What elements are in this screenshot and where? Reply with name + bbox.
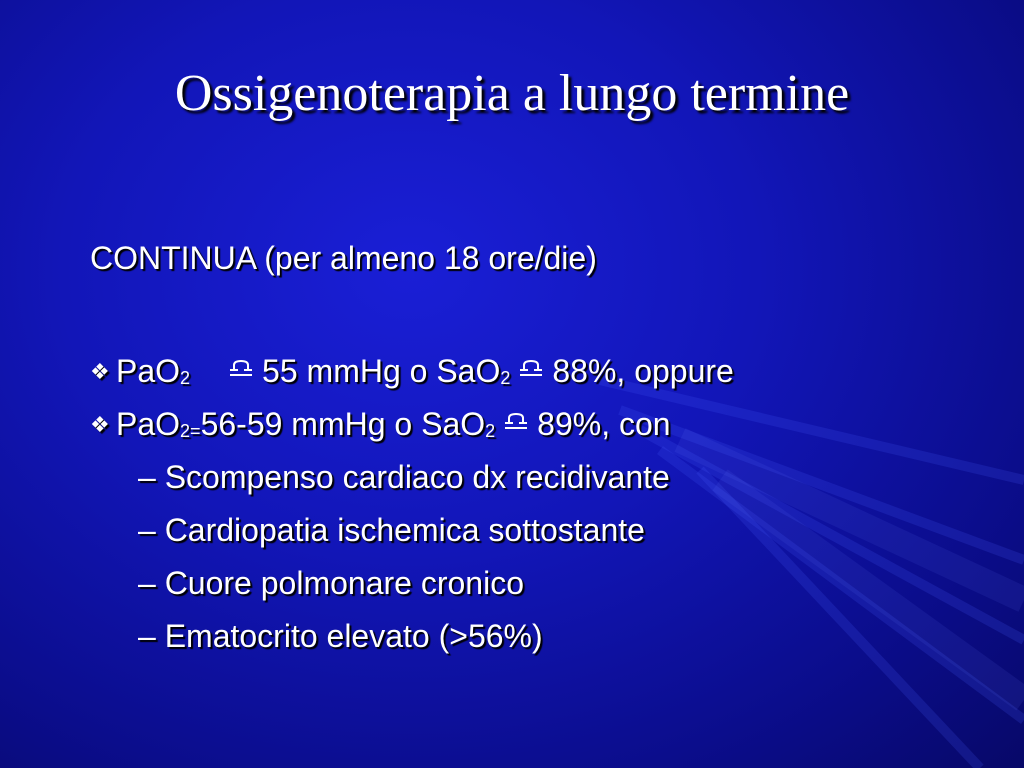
sao-subscript: 2 [485,421,496,441]
condition-item: – Ematocrito elevato (>56%) [138,618,543,654]
less-equal-icon [520,360,542,376]
condition-item: – Cardiopatia ischemica sottostante [138,512,645,548]
pao-value: 55 mmHg o SaO [262,353,501,389]
pao-label: PaO [116,406,181,442]
criterion-2 [90,400,990,453]
pao-value: 56-59 mmHg o SaO [200,406,486,442]
condition-item: – Cuore polmonare cronico [138,565,524,601]
pao-label: PaO [116,353,181,389]
intro-line: CONTINUA (per almeno 18 ore/die) [90,240,597,276]
less-equal-icon [505,413,527,429]
diamond-bullet-icon: ❖ [90,359,110,384]
condition-item: – Scompenso cardiaco dx recidivante [138,459,670,495]
diamond-bullet-icon: ❖ [90,412,110,437]
spacer [90,287,990,347]
slide-body [90,234,990,665]
slide-title: Ossigenoterapia a lungo termine [174,65,850,122]
less-equal-icon [230,360,252,376]
pao-subscript: 2 [180,368,191,388]
sao-value: 88%, oppure [552,353,734,389]
pao-subscript: 2 [180,421,191,441]
sao-subscript: 2 [500,368,511,388]
equals-sign: = [190,421,201,441]
criterion-1 [90,347,990,400]
sao-value: 89%, con [537,406,671,442]
